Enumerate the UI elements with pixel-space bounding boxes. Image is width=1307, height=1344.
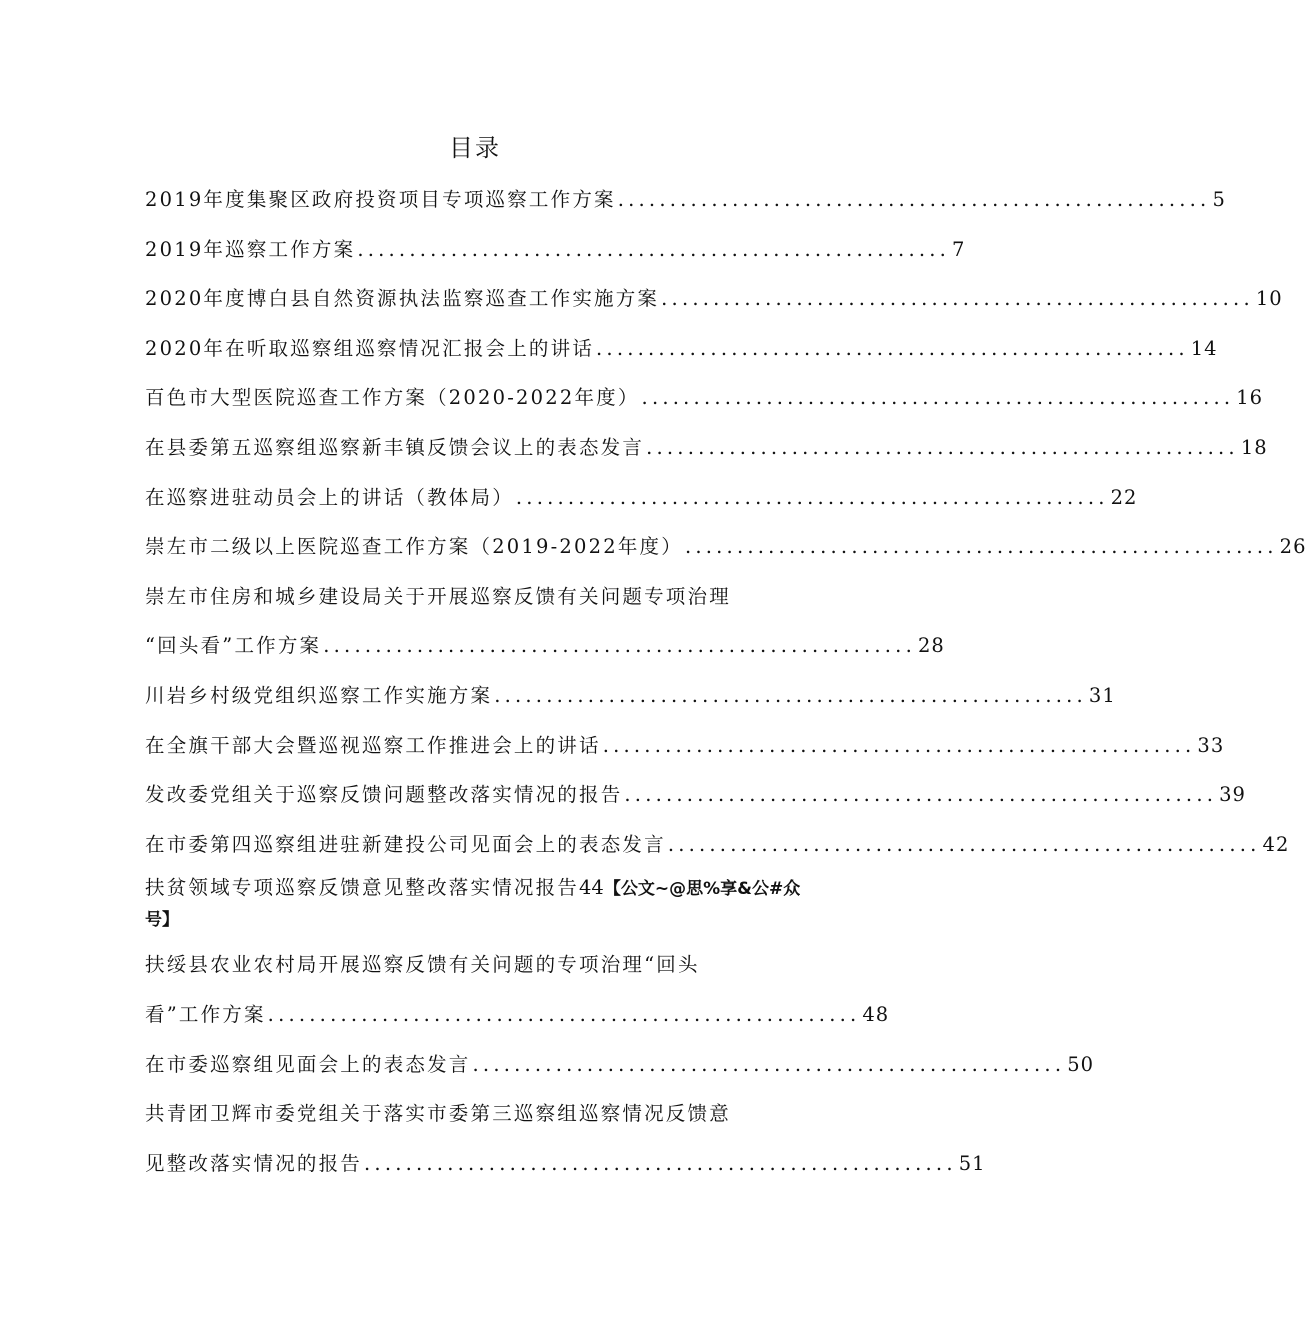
leader-dots: ......................................................... — [472, 1052, 1066, 1076]
toc-entry[interactable] — [145, 721, 1225, 771]
toc-entry-text: 看”工作方案 — [145, 1002, 266, 1026]
toc-entry-text: 在市委巡察组见面会上的表态发言 — [145, 1052, 471, 1076]
toc-entry-line1[interactable]: 扶绥县农业农村局开展巡察反馈有关问题的专项治理“回头 — [145, 953, 700, 977]
toc-entry[interactable] — [145, 671, 1116, 721]
toc-entry-text: 崇左市二级以上医院巡查工作方案（2019-2022年度） — [145, 535, 683, 559]
leader-dots: ......................................................... — [267, 1002, 861, 1026]
toc-entry-page: 7 — [952, 237, 966, 261]
toc-entry-page: 22 — [1110, 485, 1138, 509]
leader-dots: ......................................................... — [646, 435, 1239, 459]
toc-entry-text: 发改委党组关于巡察反馈问题整改落实情况的报告 — [145, 783, 623, 807]
toc-entry-special-text — [145, 873, 815, 935]
toc-entry-text: 在全旗干部大会暨巡视巡察工作推进会上的讲话 — [145, 733, 601, 757]
toc-entry-line1[interactable]: 崇左市住房和城乡建设局关于开展巡察反馈有关问题专项治理 — [145, 584, 731, 608]
toc-entry[interactable] — [145, 473, 1138, 523]
leader-dots: ......................................................... — [357, 237, 951, 261]
leader-dots: ......................................................... — [494, 683, 1087, 707]
toc-entry[interactable] — [145, 990, 890, 1040]
toc-entry-text: “回头看”工作方案 — [145, 634, 322, 658]
toc-entry-text: 川岩乡村级党组织巡察工作实施方案 — [145, 683, 493, 707]
toc-entry-page: 50 — [1067, 1052, 1095, 1076]
toc-entry-text: 2019年度集聚区政府投资项目专项巡察工作方案 — [145, 188, 616, 211]
toc-entry-text: 扶贫领域专项巡察反馈意见整改落实情况报告 — [145, 876, 580, 900]
toc-entry-page: 26 — [1279, 535, 1307, 559]
toc-entry[interactable] — [145, 1040, 1095, 1090]
toc-entry[interactable] — [145, 225, 966, 275]
toc-entry-text: 2019年巡察工作方案 — [145, 237, 356, 261]
toc-entry-page: 42 — [1262, 832, 1290, 856]
toc-entry-text: 2020年在听取巡察组巡察情况汇报会上的讲话 — [145, 336, 595, 360]
toc-entry-special[interactable] — [145, 869, 805, 940]
toc-entry-page: 28 — [917, 634, 945, 658]
toc-entry-page: 5 — [1212, 188, 1226, 211]
leader-dots: ......................................................... — [596, 336, 1189, 360]
leader-dots: ......................................................... — [515, 485, 1109, 509]
toc-entry[interactable] — [145, 373, 1264, 423]
toc-entry-page: 48 — [862, 1002, 890, 1026]
toc-entry-line1[interactable]: 共青团卫辉市委党组关于落实市委第三巡察组巡察情况反馈意 — [145, 1102, 731, 1126]
toc-entry[interactable] — [145, 522, 1307, 572]
toc-entry-page: 18 — [1240, 435, 1268, 459]
toc-entry-page: 31 — [1088, 683, 1116, 707]
toc-entry-text: 在市委第四巡察组进驻新建投公司见面会上的表态发言 — [145, 832, 666, 856]
leader-dots: ......................................................... — [602, 733, 1196, 757]
leader-dots: ......................................................... — [617, 188, 1211, 211]
toc-entry-page: 16 — [1236, 386, 1264, 410]
leader-dots: ......................................................... — [624, 783, 1218, 807]
leader-dots: ......................................................... — [667, 832, 1261, 856]
toc-entry-text: 百色市大型医院巡查工作方案（2020-2022年度） — [145, 386, 640, 410]
toc-entry-text: 2020年度博白县自然资源执法监察巡查工作实施方案 — [145, 287, 660, 311]
toc-entry-text: 见整改落实情况的报告 — [145, 1151, 363, 1175]
toc-entry[interactable] — [145, 621, 945, 671]
toc-entry[interactable] — [145, 274, 1283, 324]
leader-dots: ......................................................... — [323, 634, 916, 658]
toc-title: 目录 — [449, 134, 501, 162]
toc-entry-text: 在巡察进驻动员会上的讲话（教体局） — [145, 485, 514, 509]
toc-entry-page: 10 — [1255, 287, 1283, 311]
leader-dots: ......................................................... — [364, 1151, 957, 1175]
toc-entry-page: 44 — [579, 876, 604, 900]
toc-entry-page: 51 — [958, 1151, 986, 1175]
leader-dots: ......................................................... — [661, 287, 1254, 311]
toc-entry[interactable] — [145, 175, 1226, 225]
toc-entry[interactable] — [145, 770, 1246, 820]
toc-entry-page: 39 — [1219, 783, 1246, 807]
toc-entry-page: 14 — [1190, 336, 1218, 360]
toc-entry-text: 在县委第五巡察组巡察新丰镇反馈会议上的表态发言 — [145, 435, 645, 459]
toc-entry[interactable] — [145, 820, 1290, 870]
toc-entry-page: 33 — [1197, 733, 1225, 757]
toc-entry[interactable] — [145, 423, 1268, 473]
toc-entry[interactable] — [145, 1139, 986, 1189]
leader-dots: ......................................................... — [684, 535, 1278, 559]
leader-dots: ......................................................... — [641, 386, 1235, 410]
table-of-contents — [145, 175, 1307, 1188]
watermark-text: 【公文~@思%享&公#众号】 — [145, 879, 801, 931]
toc-entry[interactable] — [145, 324, 1218, 374]
